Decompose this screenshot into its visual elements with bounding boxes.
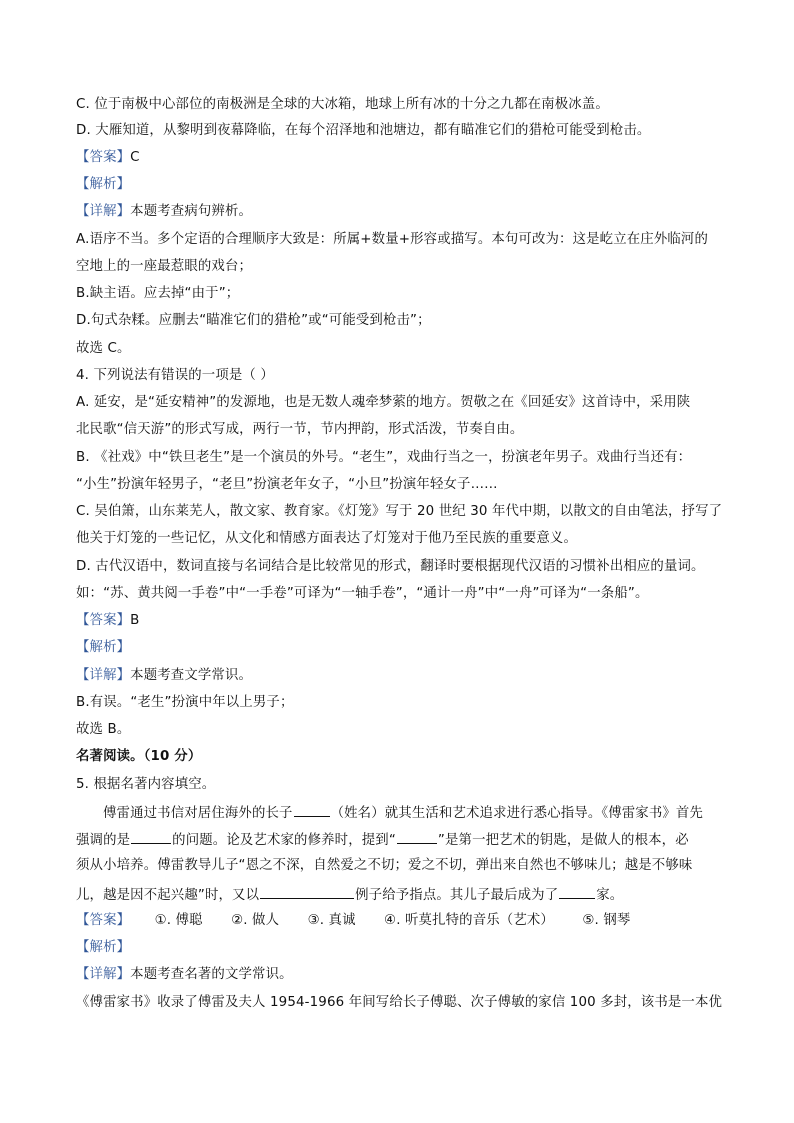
- q5-paragraph-line1: 傅雷通过书信对居住海外的长子 （姓名）就其生活和艺术追求进行悉心指导。《傅雷家书》首先: [103, 806, 704, 821]
- analysis-tag: 【解析】: [76, 640, 131, 655]
- q4-option-d-line1: D. 古代汉语中，数词直接与名词结合是比较常见的形式，翻译时要根据现代汉语的习惯补出相应的量词。: [76, 559, 705, 574]
- answer-value: C: [130, 150, 140, 165]
- q4-option-a-line1: A. 延安，是“延安精神”的发源地，也是无数人魂牵梦萦的地方。贺敬之在《回延安》这首诗中，采用陕: [76, 395, 691, 410]
- q5-stem: 5. 根据名著内容填空。: [76, 777, 216, 792]
- q4-explain-b: B.有误。“老生”扮演中年以上男子；: [76, 695, 294, 710]
- answer-tag: 【答案】: [76, 150, 131, 165]
- q4-option-d-line2: 如：“苏、黄共阅一手卷”中“一手卷”可译为“一轴手卷”，“通计一舟”中“一舟”可译为“一条船”。: [76, 586, 649, 601]
- q4-option-c-line2: 他关于灯笼的一些记忆，从文化和情感方面表达了灯笼对于他乃至民族的重要意义。: [76, 531, 578, 546]
- detail-tag: 【详解】: [76, 967, 131, 982]
- fill-blank-1[interactable]: [294, 804, 330, 817]
- q5-answer: [76, 913, 630, 929]
- q4-option-c-line1: C. 吴伯箫，山东莱芜人，散文家、教育家。《灯笼》写于 20 世纪 30 年代中期，以散文的自由笔法，抒写了: [76, 504, 723, 519]
- answer-item-3: ③. 真诚: [307, 913, 356, 928]
- q5-last-line: 《傅雷家书》收录了傅雷及夫人 1954-1966 年间写给长子傅聪、次子傅敏的家信 100 多封，该书是一本优: [76, 995, 723, 1010]
- q3-answer: [76, 150, 140, 166]
- fill-blank-5[interactable]: [559, 886, 595, 899]
- answer-tag: 【答案】: [76, 913, 131, 928]
- fill-blank-4[interactable]: [260, 886, 354, 899]
- q5-detail: [76, 967, 293, 983]
- q4-answer: [76, 613, 140, 629]
- detail-tag: 【详解】: [76, 668, 131, 683]
- q3-explain-a-line2: 空地上的一座最惹眼的戏台；: [76, 259, 253, 274]
- q5-paragraph-line3: 须从小培养。傅雷教导儿子“恩之不深，自然爱之不切；爱之不切，弹出来自然也不够味儿；越是不够味: [76, 858, 693, 873]
- detail-intro: 本题考查病句辨析。: [130, 204, 253, 219]
- q3-conclusion: 故选 C。: [76, 341, 131, 356]
- detail-tag: 【详解】: [76, 204, 131, 219]
- q3-option-d: D. 大雁知道，从黎明到夜幕降临，在每个沼泽地和池塘边，都有瞄准它们的猎枪可能受到枪击。: [76, 123, 651, 138]
- q5-analysis: [76, 940, 130, 956]
- q3-option-c: C. 位于南极中心部位的南极洲是全球的大冰箱，地球上所有冰的十分之九都在南极冰盖。: [76, 97, 609, 112]
- answer-item-1: ①. 傅聪: [154, 913, 203, 928]
- q3-detail: [76, 204, 252, 220]
- answer-item-2: ②. 做人: [231, 913, 280, 928]
- fill-blank-3[interactable]: [397, 831, 437, 844]
- detail-intro: 本题考查文学常识。: [130, 668, 253, 683]
- q4-option-b-line1: B. 《社戏》中“铁旦老生”是一个演员的外号。“老生”，戏曲行当之一，扮演老年男子。戏曲行当还有：: [76, 450, 692, 465]
- analysis-tag: 【解析】: [76, 940, 131, 955]
- section-title: 名著阅读。（10 分）: [76, 749, 202, 764]
- answer-value: B: [130, 613, 140, 628]
- q4-option-a-line2: 北民歌“信天游”的形式写成，两行一节，节内押韵，形式活泼，节奏自由。: [76, 422, 524, 437]
- q3-explain-a-line1: A.语序不当。多个定语的合理顺序大致是：所属+数量+形容或描写。本句可改为：这是屹立在庄外临河的: [76, 232, 709, 247]
- q4-stem: 4. 下列说法有错误的一项是（ ）: [76, 368, 274, 383]
- q5-paragraph-line2: 强调的是 的问题。论及艺术家的修养时，提到“ ”是第一把艺术的钥匙，是做人的根本，必: [76, 833, 689, 848]
- fill-blank-2[interactable]: [131, 831, 171, 844]
- q3-explain-d: D.句式杂糅。应删去“瞄准它们的猎枪”或“可能受到枪击”；: [76, 313, 431, 328]
- q4-option-b-line2: “小生”扮演年轻男子，“老旦”扮演老年女子，“小旦”扮演年轻女子……: [76, 477, 498, 492]
- q3-analysis: [76, 177, 130, 193]
- answer-tag: 【答案】: [76, 613, 131, 628]
- q5-paragraph-line4: 儿，越是因不起兴趣”时，又以 例子给予指点。其儿子最后成为了 家。: [76, 888, 624, 903]
- analysis-tag: 【解析】: [76, 177, 131, 192]
- detail-intro: 本题考查名著的文学常识。: [130, 967, 293, 982]
- answer-item-4: ④. 听莫扎特的音乐（艺术）: [384, 913, 554, 928]
- q4-analysis: [76, 640, 130, 656]
- q4-conclusion: 故选 B。: [76, 722, 131, 737]
- answer-item-5: ⑤. 钢琴: [582, 913, 631, 928]
- q3-explain-b: B.缺主语。应去掉“由于”；: [76, 286, 240, 301]
- q4-detail: [76, 668, 252, 684]
